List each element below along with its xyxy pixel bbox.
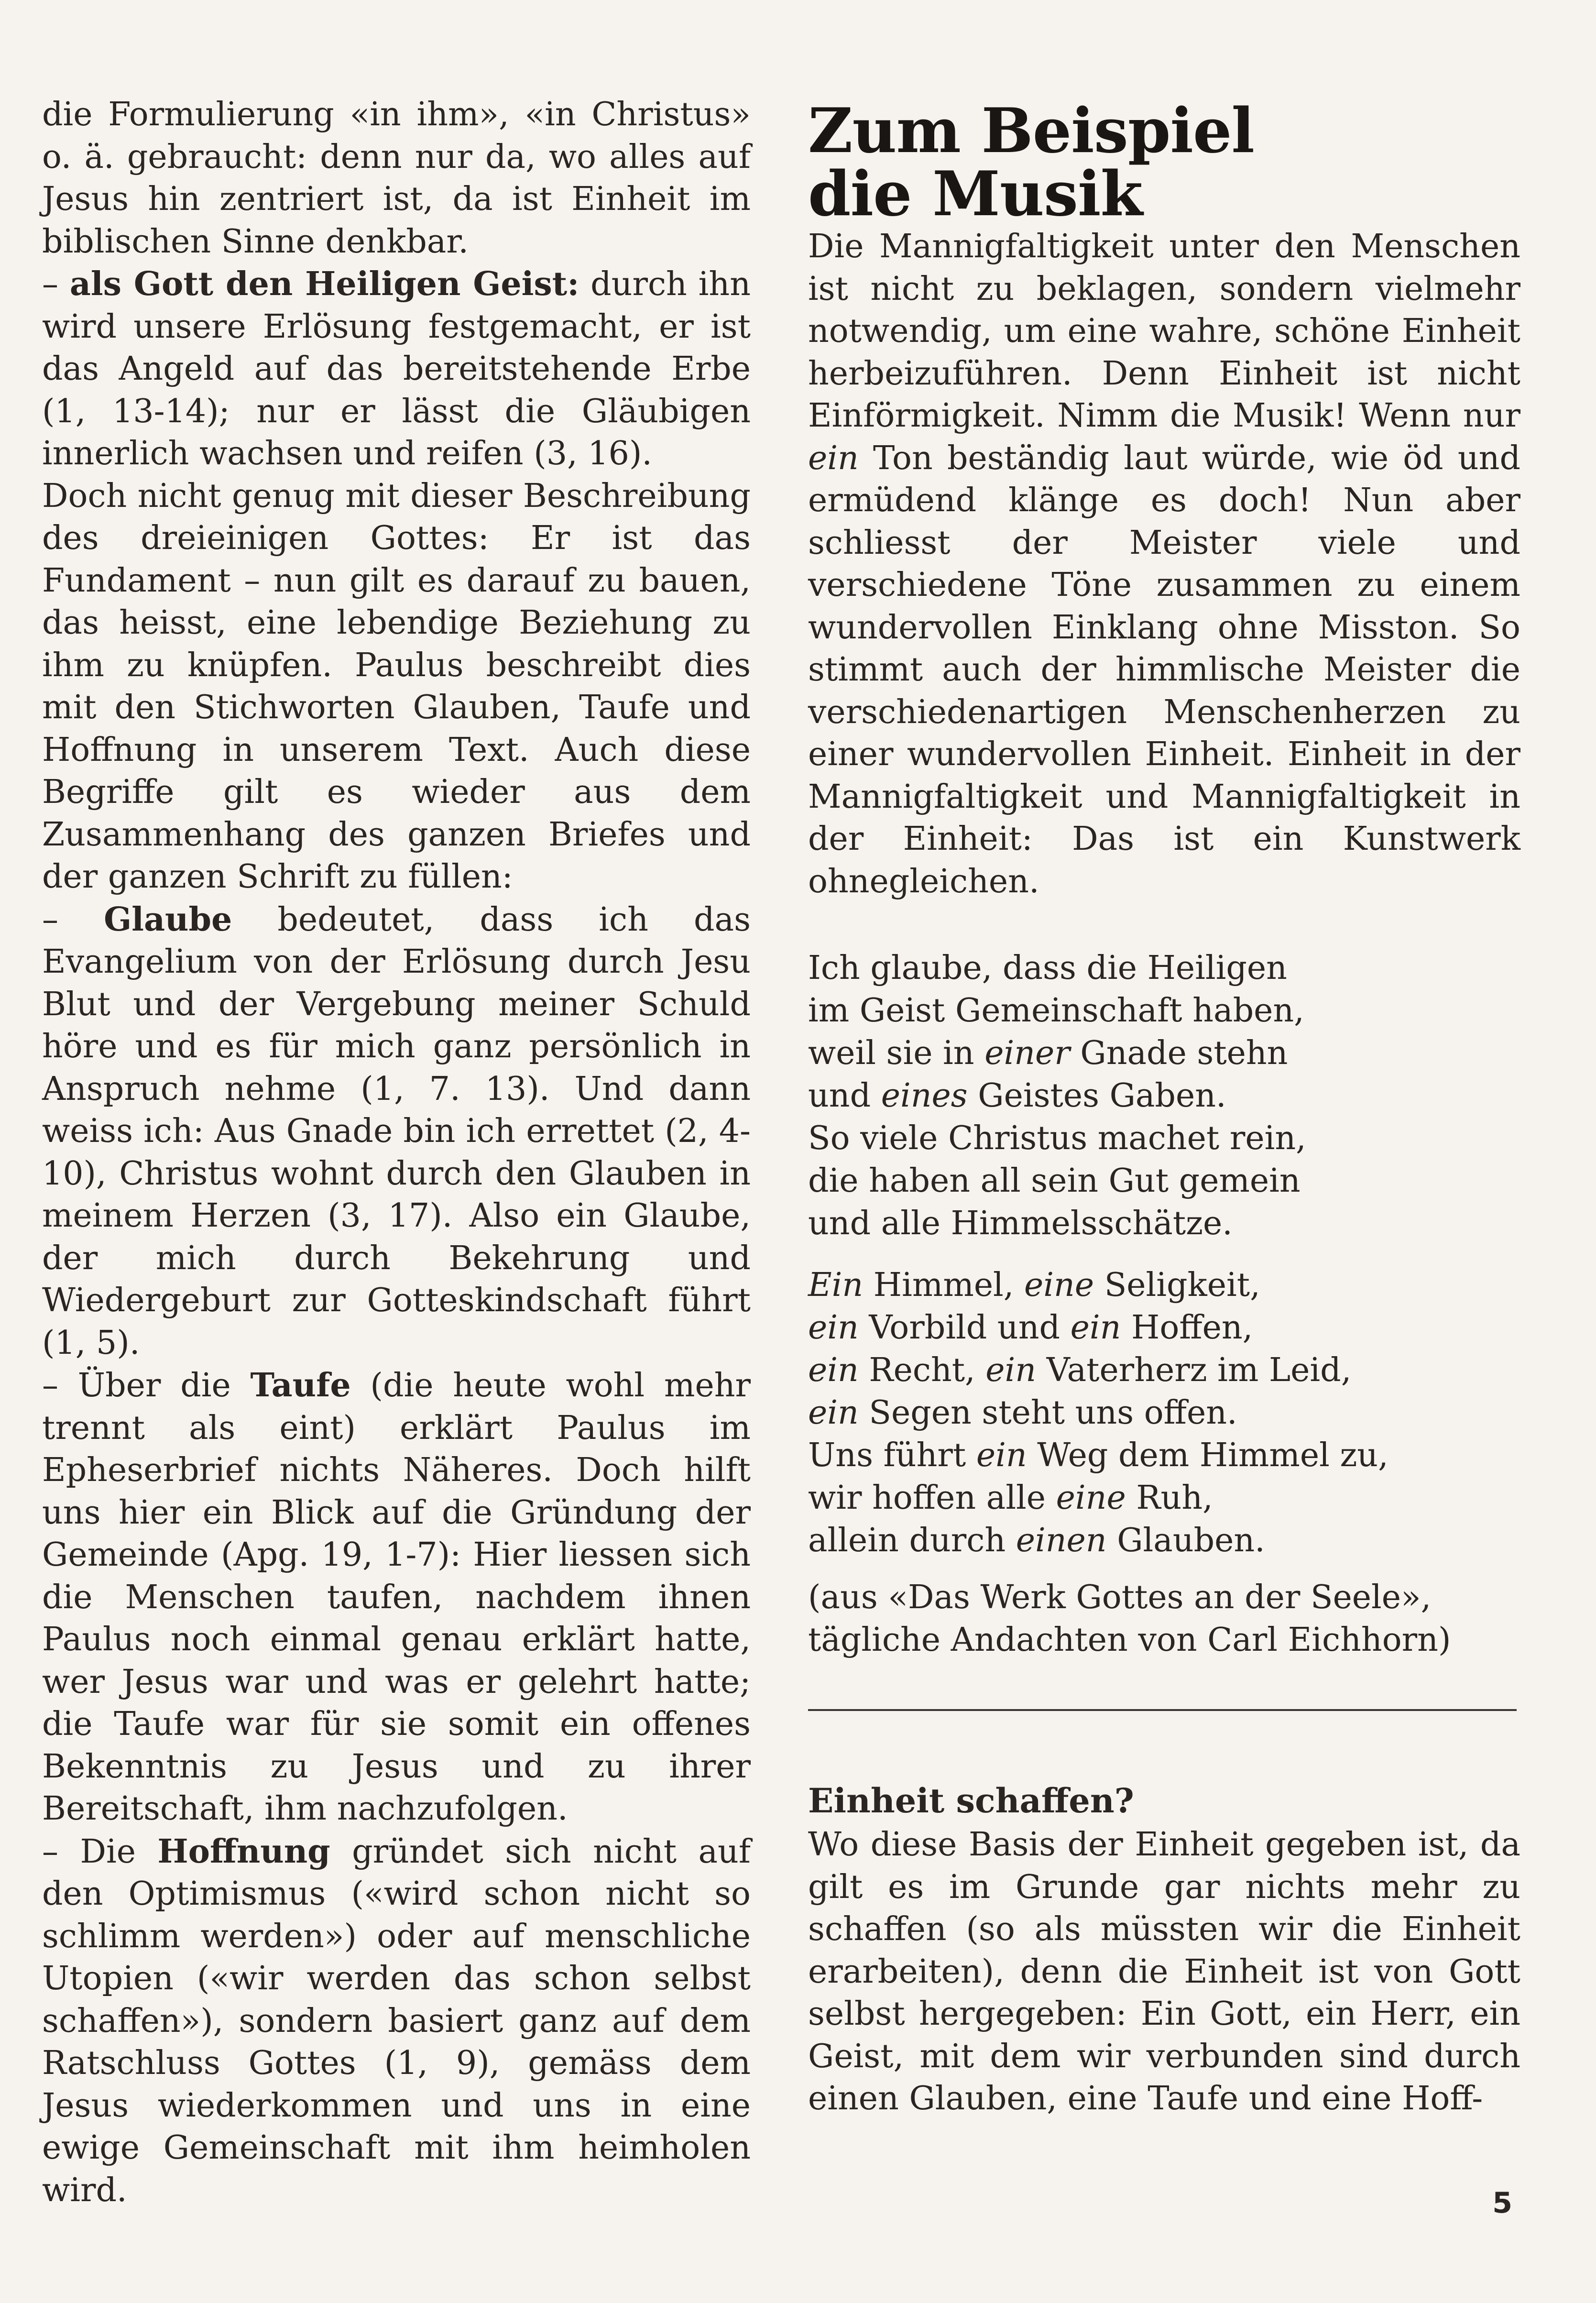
paragraph-text: – Über die bbox=[42, 1367, 251, 1404]
poem-text: Geistes Gaben. bbox=[967, 1077, 1226, 1115]
paragraph-text: Ton beständig laut würde, wie öd und ermüdend klänge es doch! Nun aber schliesst der Meister viele und verschiedene Töne zusammen zu einem wundervollen Einklang ohne Misston. So stimmt auch der himmlische Meister die verschiedenartigen Menschenherzen zu einer wundervollen Einheit. Einheit in der Mannigfaltigkeit und Mannigfaltigkeit in der Einheit: Das ist ein Kunstwerk ohnegleichen. bbox=[808, 439, 1520, 900]
page-number: 5 bbox=[1492, 2186, 1512, 2220]
emphasis: ein bbox=[808, 1394, 859, 1432]
poem-line bbox=[808, 1349, 1520, 1392]
section-heading bbox=[808, 95, 1520, 230]
term-taufe: Taufe bbox=[250, 1366, 351, 1404]
emphasis: ein bbox=[808, 439, 859, 477]
poem-text: Vaterherz im Leid, bbox=[1036, 1351, 1352, 1389]
poem-line bbox=[808, 1434, 1520, 1477]
poem-stanza-1 bbox=[808, 947, 1520, 1245]
paragraph-text: durch ihn wird unsere Erlösung festgemacht, er ist das Angeld auf das bereitstehende Erbe (1, 13-14); nur er lässt die Gläubigen innerlich wachsen und reifen (3, 16). bbox=[42, 265, 751, 472]
source-line: tägliche Andachten von Carl Eichhorn) bbox=[808, 1621, 1451, 1659]
paragraph-fundament: Doch nicht genug mit dieser Beschreibung des dreieinigen Gottes: Er ist das Fundament – nun gilt es darauf zu bauen, das heisst, eine lebendige Beziehung zu ihm zu knüpfen. Paulus beschreibt dies mit den Stichworten Glauben, Taufe und Hoffnung in unserem Text. Auch diese Begriffe gilt es wieder aus dem Zusammenhang des ganzen Briefes und der ganzen Schrift zu füllen: bbox=[42, 477, 751, 896]
emphasis: ein bbox=[976, 1437, 1027, 1474]
emphasis: einen bbox=[1016, 1522, 1107, 1559]
poem-line bbox=[808, 1306, 1520, 1349]
poem-text: wir hoffen alle bbox=[808, 1479, 1056, 1517]
emphasis: ein bbox=[985, 1351, 1037, 1389]
emphasis: einer bbox=[984, 1034, 1070, 1072]
paragraph-formulierung: die Formulierung «in ihm», «in Christus» o. ä. gebraucht: denn nur da, wo alles auf Jesus hin zentriert ist, da ist Einheit im biblischen Sinne denkbar. bbox=[42, 96, 751, 261]
left-column bbox=[42, 94, 751, 2212]
paragraph-text: gründet sich nicht auf den Optimismus («wird schon nicht so schlimm werden») oder auf menschliche Utopien («wir werden das schon selbst schaffen»), sondern basiert ganz auf dem Ratschluss Gottes (1, 9), gemäss dem Jesus wiederkommen und uns in eine ewige Gemeinschaft mit ihm heimholen wird. bbox=[42, 1832, 751, 2209]
poem-line: die haben all sein Gut gemein bbox=[808, 1162, 1301, 1200]
poem-source bbox=[808, 1576, 1520, 1661]
emphasis: eine bbox=[1056, 1479, 1126, 1517]
poem-stanza-2 bbox=[808, 1264, 1520, 1562]
poem-text: allein durch bbox=[808, 1522, 1016, 1559]
emphasis: ein bbox=[1070, 1309, 1121, 1347]
right-column bbox=[808, 94, 1520, 2120]
paragraph-text: bedeutet, dass ich das Evangelium von der Erlösung durch Jesu Blut und der Vergebung meiner Schuld höre und es für mich ganz persönlich in Anspruch nehme (1, 7. 13). Und dann weiss ich: Aus Gnade bin ich errettet (2, 4-10), Christus wohnt durch den Glauben in meinem Herzen (3, 17). Also ein Glaube, der mich durch Bekehrung und Wiedergeburt zur Gotteskindschaft führt (1, 5). bbox=[42, 900, 751, 1362]
paragraph-text: – Die bbox=[42, 1832, 158, 1871]
poem-line bbox=[808, 1075, 1520, 1117]
poem-text: Glauben. bbox=[1106, 1522, 1265, 1559]
emphasis: Ein bbox=[808, 1266, 864, 1304]
emphasis: ein bbox=[808, 1309, 859, 1347]
poem-text: Segen steht uns offen. bbox=[858, 1394, 1237, 1432]
poem-line bbox=[808, 1392, 1520, 1434]
heading-line: Zum Beispiel bbox=[808, 95, 1254, 167]
poem-text: Vorbild und bbox=[858, 1309, 1071, 1347]
poem-line bbox=[808, 1477, 1520, 1519]
paragraph-glaube bbox=[42, 899, 751, 1365]
paragraph-text: (die heute wohl mehr trennt als eint) erklärt Paulus im Epheserbrief nichts Näheres. Doch hilft uns hier ein Blick auf die Gründung der Gemeinde (Apg. 19, 1-7): Hier liessen sich die Menschen taufen, nachdem ihnen Paulus noch einmal genau erklärt hatte, wer Jesus war und was er gelehrt hatte; die Taufe war für sie somit ein offenes Bekenntnis zu Jesus und zu ihrer Bereitschaft, ihm nachzufolgen. bbox=[42, 1367, 751, 1828]
emphasis: eine bbox=[1024, 1266, 1094, 1304]
source-line: (aus «Das Werk Gottes an der Seele», bbox=[808, 1579, 1432, 1616]
paragraph-text: Die Mannigfaltigkeit unter den Menschen ist nicht zu beklagen, sondern vielmehr notwendig, um eine wahre, schöne Einheit herbeizuführen. Denn Einheit ist nicht Einförmigkeit. Nimm die Musik! Wenn nur bbox=[808, 228, 1520, 435]
poem-line: und alle Himmelsschätze. bbox=[808, 1205, 1233, 1242]
poem-text: Ruh, bbox=[1126, 1479, 1213, 1517]
poem-line: im Geist Gemeinschaft haben, bbox=[808, 992, 1304, 1030]
poem-line bbox=[808, 1264, 1520, 1306]
paragraph-hoffnung bbox=[42, 1831, 751, 2212]
subheading-einheit-schaffen: Einheit schaffen? bbox=[808, 1781, 1134, 1820]
emphasis: ein bbox=[808, 1351, 859, 1389]
poem-text: Seligkeit, bbox=[1094, 1266, 1260, 1304]
poem-line: So viele Christus machet rein, bbox=[808, 1119, 1306, 1157]
poem-text: Recht, bbox=[858, 1351, 986, 1389]
poem-text: Himmel, bbox=[863, 1266, 1025, 1304]
paragraph-einheit-schaffen: Wo diese Basis der Einheit gegeben ist, da gilt es im Grunde gar nichts mehr zu schaffen (so als müssten wir die Einheit erarbeiten), denn die Einheit ist von Gott selbst hergegeben: Ein Gott, ein Herr, ein Geist, mit dem wir verbunden sind durch einen Glauben, eine Taufe und eine Hoff- bbox=[808, 1826, 1520, 2117]
poem-text: Hoffen, bbox=[1121, 1309, 1253, 1347]
poem-line: Ich glaube, dass die Heiligen bbox=[808, 949, 1287, 987]
emphasis: eines bbox=[881, 1077, 968, 1115]
section-divider bbox=[808, 1709, 1517, 1711]
paragraph-taufe bbox=[42, 1364, 751, 1831]
poem-line bbox=[808, 1519, 1520, 1562]
term-glaube: Glaube bbox=[104, 900, 232, 939]
paragraph-musik bbox=[808, 226, 1520, 903]
poem-text: und bbox=[808, 1077, 881, 1115]
poem-line bbox=[808, 1032, 1520, 1075]
heading-line: die Musik bbox=[808, 158, 1143, 230]
term-hoffnung: Hoffnung bbox=[157, 1832, 330, 1871]
paragraph-heiliger-geist bbox=[42, 263, 751, 475]
poem-text: Uns führt bbox=[808, 1437, 976, 1474]
poem-text: Gnade stehn bbox=[1070, 1034, 1288, 1072]
term-heiliger-geist: als Gott den Heiligen Geist: bbox=[69, 265, 579, 303]
poem-text: weil sie in bbox=[808, 1034, 985, 1072]
dash: – bbox=[42, 900, 104, 939]
poem-text: Weg dem Himmel zu, bbox=[1027, 1437, 1388, 1474]
dash: – bbox=[42, 265, 70, 303]
